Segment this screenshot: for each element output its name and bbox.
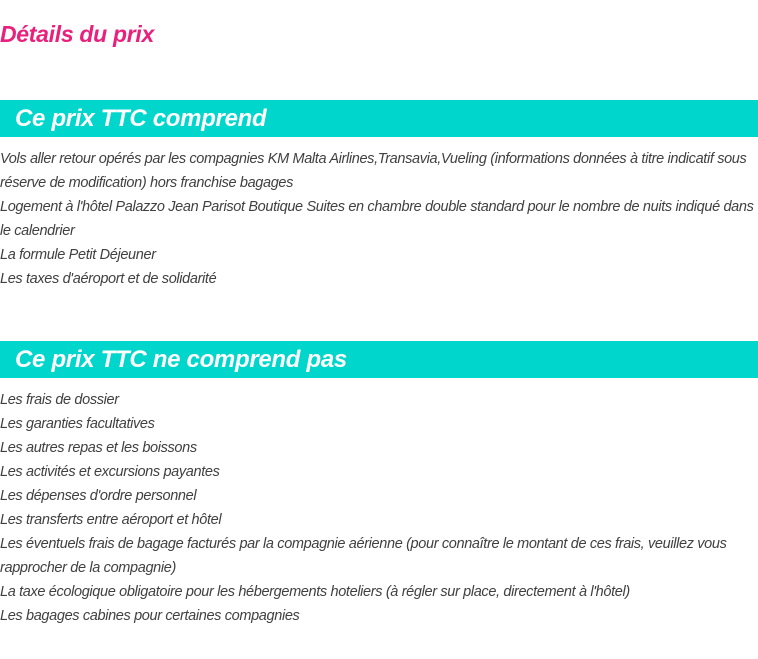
included-item-flights: Vols aller retour opérés par les compagnies KM Malta Airlines,Transavia,Vueling (informations données à titre indicatif sous réserve de modification) hors franchise bagages: [0, 151, 747, 191]
included-items-list: [0, 147, 758, 291]
excluded-item-baggage-fees: Les éventuels frais de bagage facturés par la compagnie aérienne (pour connaître le montant de ces frais, veuillez vous rapprocher de la compagnie): [0, 536, 727, 576]
excluded-items-list: [0, 388, 758, 628]
excluded-item-eco-tax: La taxe écologique obligatoire pour les hébergements hoteliers (à régler sur place, directement à l'hôtel): [0, 584, 630, 600]
included-item-lodging: Logement à l'hôtel Palazzo Jean Parisot Boutique Suites en chambre double standard pour le nombre de nuits indiqué dans le calendrier: [0, 199, 754, 239]
included-section-title: Ce prix TTC comprend: [15, 105, 267, 132]
excluded-item-meals-drinks: Les autres repas et les boissons: [0, 440, 197, 456]
excluded-item-transfers: Les transferts entre aéroport et hôtel: [0, 512, 222, 528]
included-item-taxes: Les taxes d'aéroport et de solidarité: [0, 271, 217, 287]
excluded-item-paid-activities: Les activités et excursions payantes: [0, 464, 220, 480]
excluded-item-booking-fees: Les frais de dossier: [0, 392, 119, 408]
included-section-header: [0, 100, 758, 137]
excluded-item-cabin-bags: Les bagages cabines pour certaines compagnies: [0, 608, 300, 624]
page-title: Détails du prix: [0, 21, 154, 47]
excluded-item-optional-insurance: Les garanties facultatives: [0, 416, 155, 432]
excluded-section-title: Ce prix TTC ne comprend pas: [15, 346, 347, 373]
excluded-item-personal-expenses: Les dépenses d'ordre personnel: [0, 488, 197, 504]
included-item-breakfast: La formule Petit Déjeuner: [0, 247, 156, 263]
excluded-section-header: [0, 341, 758, 378]
